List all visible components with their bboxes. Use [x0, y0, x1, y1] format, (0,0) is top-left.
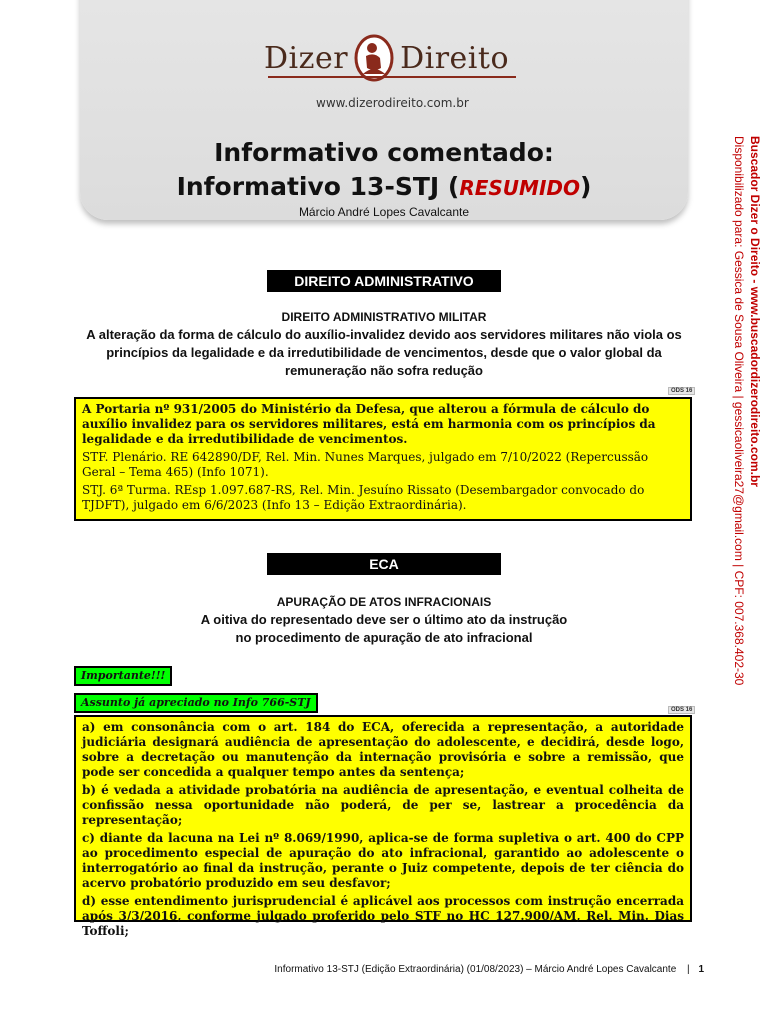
topic-headline-line-2: no procedimento de apuração de ato infracional — [235, 630, 533, 645]
logo — [264, 28, 509, 88]
summary-box-1 — [74, 397, 692, 521]
page-number: 1 — [698, 964, 704, 975]
summary-box-2 — [74, 715, 692, 938]
page-footer — [244, 964, 704, 975]
logo-text-right: Direito — [400, 40, 510, 76]
subject-tag: Assunto já apreciado no Info 766-STJ — [74, 693, 318, 713]
logo-underline — [268, 76, 516, 78]
title-line-1: Informativo comentado: — [214, 138, 554, 167]
topic-kicker: DIREITO ADMINISTRATIVO MILITAR — [281, 310, 487, 324]
title-prefix: Informativo 13-STJ ( — [176, 172, 460, 201]
title-line-2 — [150, 170, 618, 205]
side-note-line-2: Disponibilizado para: Gessica de Sousa Oliveira | gessicaoliveira27@gmail.com | CPF: 007.368.402-30 — [732, 136, 746, 686]
title-highlight: RESUMIDO — [459, 176, 580, 200]
thinker-emblem-icon — [354, 34, 394, 82]
site-url: www.dizerodireito.com.br — [316, 96, 469, 110]
document-title — [150, 136, 618, 205]
list-item: a) em consonância com o art. 184 do ECA, oferecida a representação, a autoridade judiciária designará audiência de apresentação do adolescente, e decidirá, desde logo, sobre a decretação ou manutenção da internação provisória e sobre a remissão, que pode ser concedida a qualquer tempo antes da sentença; — [82, 720, 684, 779]
logo-text-left: Dizer — [264, 40, 349, 76]
footer-separator: | — [687, 964, 690, 975]
topic-block-1 — [74, 308, 694, 380]
topic-headline: A alteração da forma de cálculo do auxílio-invalidez devido aos servidores militares não viola os princípios da legalidade e da irredutibilidade de vencimentos, desde que o valor global da remuneração não sofra redução — [86, 327, 682, 378]
important-tag: Importante!!! — [74, 666, 172, 686]
summary-reference-stf: STF. Plenário. RE 642890/DF, Rel. Min. Nunes Marques, julgado em 7/10/2022 (Repercussão Geral – Tema 465) (Info 1071). — [82, 450, 649, 479]
summary-reference-stj: STJ. 6ª Turma. REsp 1.097.687-RS, Rel. Min. Jesuíno Rissato (Desembargador convocado do TJDFT), julgado em 6/6/2023 (Info 13 – Edição Extraordinária). — [82, 483, 645, 512]
footer-text: Informativo 13-STJ (Edição Extraordinária) (01/08/2023) – Márcio André Lopes Cavalcante — [274, 964, 677, 975]
ods-badge: ODS 16 — [668, 387, 695, 395]
title-suffix: ) — [579, 172, 592, 201]
section-bar-eca: ECA — [267, 553, 501, 575]
list-item: d) esse entendimento jurisprudencial é aplicável aos processos com instrução encerrada após 3/3/2016, conforme julgado proferido pelo STF no HC 127.900/AM, Rel. Min. Dias Toffoli; — [82, 894, 684, 938]
summary-thesis: A Portaria nº 931/2005 do Ministério da Defesa, que alterou a fórmula de cálculo do auxílio invalidez para os servidores militares, está em harmonia com os princípios da legalidade e da irredutibilidade de vencimentos. — [82, 402, 656, 446]
author: Márcio André Lopes Cavalcante — [298, 205, 470, 219]
side-watermark — [726, 136, 766, 696]
list-item: b) é vedada a atividade probatória na audiência de apresentação, e eventual colheita de confissão nessa oportunidade não poderá, de per se, lastrear a procedência da representação; — [82, 783, 684, 827]
topic-headline-line-1: A oitiva do representado deve ser o último ato da instrução — [200, 612, 568, 627]
list-item: c) diante da lacuna na Lei nº 8.069/1990, aplica-se de forma supletiva o art. 400 do CPP ao procedimento especial de apuração do ato infracional, garantido ao adolescente o interrogatório ao final da instrução, perante o Juiz competente, depois de ter ciência do acervo probatório produzido em seu desfavor; — [82, 831, 684, 890]
side-note-line-1: Buscador Dizer o Direito - www.buscadordizerodireito.com.br — [748, 136, 762, 487]
ods-badge: ODS 16 — [668, 706, 695, 714]
section-bar-direito-administrativo: DIREITO ADMINISTRATIVO — [267, 270, 501, 292]
topic-block-2 — [74, 593, 694, 647]
topic-kicker: APURAÇÃO DE ATOS INFRACIONAIS — [276, 595, 492, 609]
